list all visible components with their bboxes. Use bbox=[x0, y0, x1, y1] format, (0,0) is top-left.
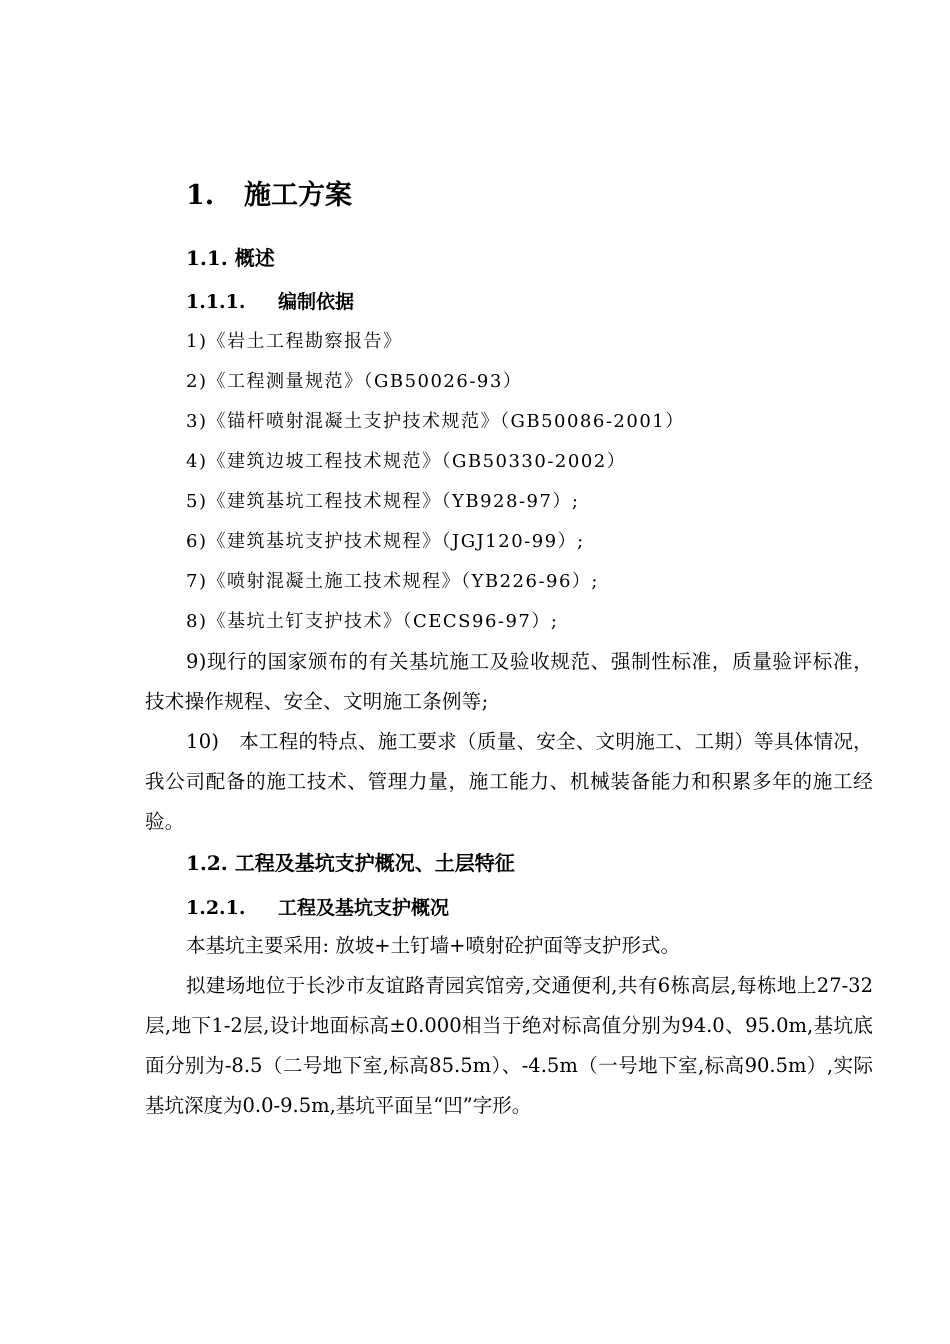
section-1-2-1-title: 工程及基坑支护概况 bbox=[278, 897, 450, 919]
section-1-heading bbox=[186, 176, 352, 216]
reference-item-7: 7)《喷射混凝土施工技术规程》（YB226-96）; bbox=[186, 571, 599, 592]
site-description-paragraph: 拟建场地位于长沙市友谊路青园宾馆旁,交通便利,共有6栋高层,每栋地上27-32层,地下1-2层,设计地面标高±0.000相当于绝对标高值分别为94.0、95.0m,基坑底面分别为-8.5（二号地下室,标高85.5m）、-4.5m（一号地下室,标高90.5m）,实际基坑深度为0.0-9.5m,基坑平面呈“凹”字形。 bbox=[145, 974, 873, 1117]
reference-item-8: 8)《基坑土钉支护技术》（CECS96-97）; bbox=[186, 611, 559, 632]
section-1-title: 施工方案 bbox=[244, 180, 352, 211]
section-1-2-1-heading bbox=[186, 894, 449, 922]
reference-item-3: 3)《锚杆喷射混凝土支护技术规范》（GB50086-2001） bbox=[186, 411, 685, 432]
reference-item-4: 4)《建筑边坡工程技术规范》（GB50330-2002） bbox=[186, 451, 627, 472]
support-form-paragraph: 本基坑主要采用: 放坡+土钉墙+喷射砼护面等支护形式。 bbox=[186, 934, 680, 957]
section-1-number: 1. bbox=[186, 180, 215, 211]
reference-item-6: 6)《建筑基坑支护技术规程》（JGJ120-99）; bbox=[186, 531, 585, 552]
reference-item-5: 5)《建筑基坑工程技术规程》（YB928-97）; bbox=[186, 491, 580, 512]
section-1-1-heading: 1.1. 概述 bbox=[186, 246, 275, 270]
reference-item-10: 10) 本工程的特点、施工要求（质量、安全、文明施工、工期）等具体情况，我公司配备的施工技术、管理力量，施工能力、机械装备能力和积累多年的施工经验。 bbox=[145, 730, 873, 833]
section-1-1-1-heading bbox=[186, 288, 354, 316]
section-1-2-1-number: 1.2.1. bbox=[186, 897, 246, 919]
reference-item-1: 1)《岩土工程勘察报告》 bbox=[186, 331, 403, 352]
reference-item-2: 2)《工程测量规范》（GB50026-93） bbox=[186, 371, 523, 392]
reference-item-9: 9)现行的国家颁布的有关基坑施工及验收规范、强制性标准，质量验评标准，技术操作规程、安全、文明施工条例等; bbox=[145, 650, 873, 713]
section-1-2-heading: 1.2. 工程及基坑支护概况、土层特征 bbox=[186, 851, 515, 875]
section-1-1-1-title: 编制依据 bbox=[278, 291, 355, 313]
section-1-1-1-number: 1.1.1. bbox=[186, 291, 246, 313]
